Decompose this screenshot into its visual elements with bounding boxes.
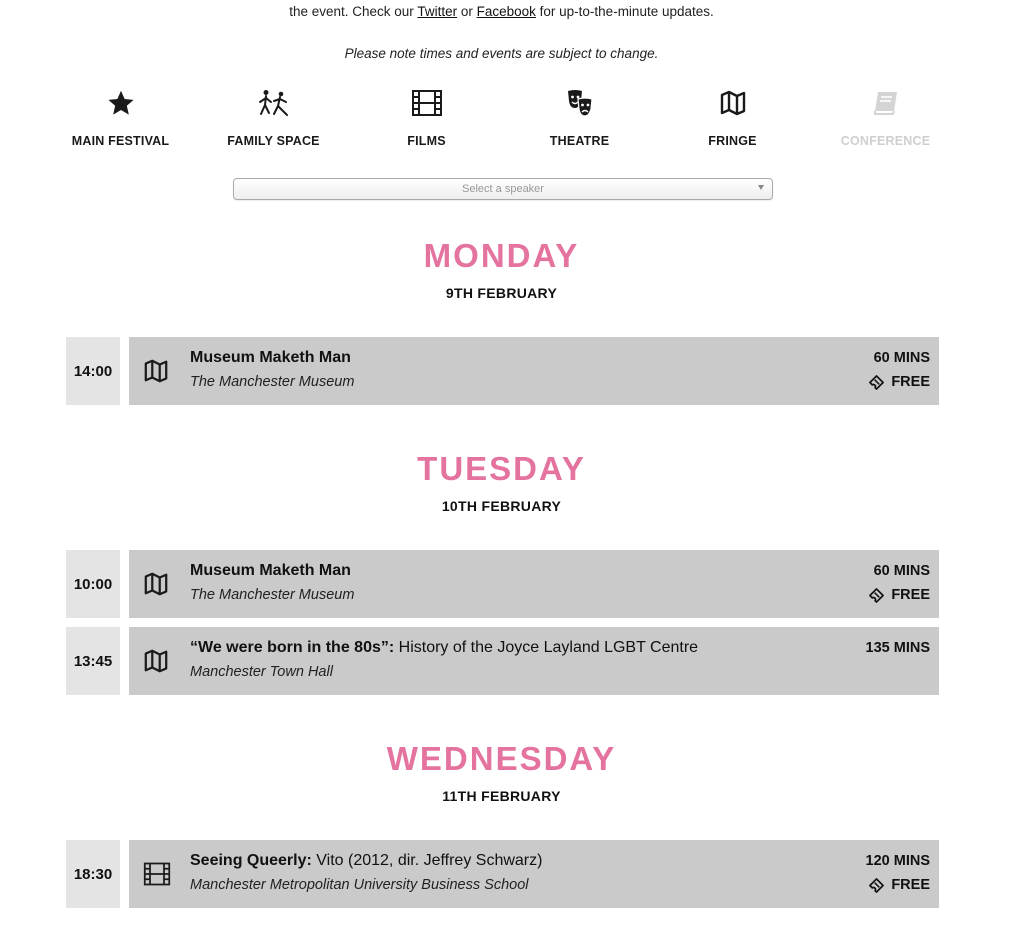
event-title	[190, 639, 698, 657]
filter-films[interactable]	[350, 86, 503, 156]
event-title	[190, 349, 351, 367]
event-venue: The Manchester Museum	[190, 374, 355, 390]
event-price-label: FREE	[891, 587, 930, 603]
event-card[interactable]	[129, 550, 939, 618]
ticket-icon	[869, 878, 884, 893]
twitter-link[interactable]: Twitter	[417, 4, 458, 19]
filter-theatre[interactable]	[503, 86, 656, 156]
filter-main-festival[interactable]	[44, 86, 197, 156]
event-title-bold: Museum Maketh Man	[190, 349, 351, 366]
filter-label: MAIN FESTIVAL	[71, 134, 170, 148]
map-icon	[716, 86, 750, 120]
event-row	[66, 840, 939, 908]
event-price	[869, 877, 930, 893]
event-title-bold: Seeing Queerly:	[190, 852, 312, 869]
event-venue: Manchester Metropolitan University Business School	[190, 877, 529, 893]
event-row	[66, 550, 939, 618]
event-card[interactable]	[129, 337, 939, 405]
event-price-label: FREE	[891, 877, 930, 893]
event-venue: The Manchester Museum	[190, 587, 355, 603]
day-name: MONDAY	[423, 237, 580, 274]
event-title-rest: History of the Joyce Layland LGBT Centre	[394, 639, 699, 656]
event-title-rest: Vito (2012, dir. Jeffrey Schwarz)	[311, 852, 543, 869]
filter-label: FAMILY SPACE	[227, 134, 320, 148]
intro-text	[0, 4, 1003, 19]
event-duration: 120 MINS	[865, 853, 930, 869]
filter-conference[interactable]	[809, 86, 962, 156]
event-time: 18:30	[66, 840, 120, 908]
event-duration: 60 MINS	[873, 350, 930, 366]
event-duration: 135 MINS	[865, 640, 930, 656]
event-price	[869, 374, 930, 390]
day-date: 10TH FEBRUARY	[441, 498, 562, 514]
day-date: 11TH FEBRUARY	[442, 788, 561, 804]
map-icon	[143, 358, 169, 384]
event-title-bold: Museum Maketh Man	[190, 562, 351, 579]
category-filters	[44, 86, 962, 156]
ticket-icon	[869, 588, 884, 603]
event-duration: 60 MINS	[873, 563, 930, 579]
filter-label: CONFERENCE	[840, 134, 931, 148]
theatre-masks-icon	[563, 86, 597, 120]
filter-label: FRINGE	[708, 134, 757, 148]
intro-text-before: the event. Check our	[289, 4, 418, 19]
event-price-label: FREE	[891, 374, 930, 390]
book-icon	[869, 86, 903, 120]
film-icon	[143, 861, 169, 887]
speaker-select-placeholder: Select a speaker	[462, 183, 544, 195]
filter-label: FILMS	[407, 134, 446, 148]
facebook-link[interactable]: Facebook	[476, 4, 536, 19]
event-title-bold: “We were born in the 80s”:	[190, 639, 395, 656]
day-header-wednesday	[0, 741, 1003, 804]
event-time: 13:45	[66, 627, 120, 695]
day-header-monday	[0, 238, 1003, 301]
intro-text-middle: or	[457, 4, 477, 19]
family-icon	[257, 86, 291, 120]
event-price	[869, 587, 930, 603]
day-date: 9TH FEBRUARY	[445, 285, 558, 301]
event-row	[66, 627, 939, 695]
day-header-tuesday	[0, 451, 1003, 514]
event-card[interactable]	[129, 627, 939, 695]
filter-family-space[interactable]	[197, 86, 350, 156]
event-title	[190, 852, 542, 870]
speaker-select[interactable]	[233, 178, 773, 200]
day-name: WEDNESDAY	[386, 740, 617, 777]
film-icon	[410, 86, 444, 120]
event-venue: Manchester Town Hall	[190, 664, 333, 680]
filter-fringe[interactable]	[656, 86, 809, 156]
map-icon	[143, 571, 169, 597]
filter-label: THEATRE	[549, 134, 610, 148]
day-name: TUESDAY	[417, 450, 586, 487]
intro-text-after: for up-to-the-minute updates.	[535, 4, 714, 19]
map-icon	[143, 648, 169, 674]
event-time: 14:00	[66, 337, 120, 405]
event-time: 10:00	[66, 550, 120, 618]
event-card[interactable]	[129, 840, 939, 908]
star-icon	[104, 86, 138, 120]
event-title	[190, 562, 351, 580]
ticket-icon	[869, 375, 884, 390]
schedule-change-note: Please note times and events are subject to change.	[344, 46, 659, 61]
event-row	[66, 337, 939, 405]
chevron-down-icon	[758, 185, 764, 190]
